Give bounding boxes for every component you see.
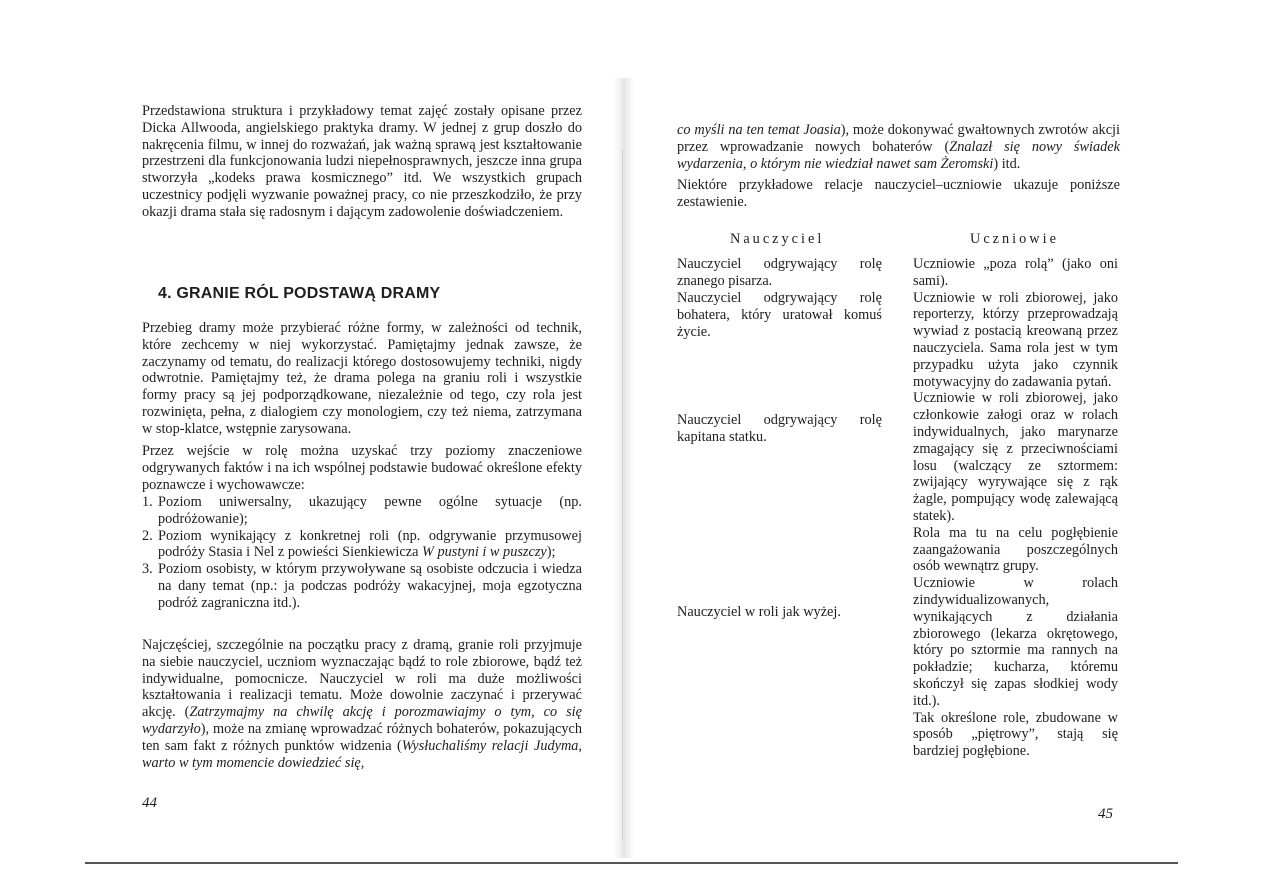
book-gutter <box>612 78 634 858</box>
list-item-text: Poziom wynikający z konkretnej roli (np. odgrywanie przymusowej podróży Stasia i Nel z powieści Sienkiewicza <box>158 527 582 561</box>
teacher-cell: Nauczyciel w roli jak wyżej. <box>677 604 841 620</box>
teacher-cell: Nauczyciel odgrywający rolę bohatera, który uratował komuś życie. <box>677 290 882 340</box>
students-cell: Uczniowie „poza rolą” (jako oni sami). <box>913 256 1118 289</box>
students-cell: Uczniowie w rolach zindywidualizowanych, wynikających z działania zbiorowego (lekarza okrętowego, który po sztormie ma rannych na pokładzie; kucharza, któremu skończył się zapas słodkiej wody itd.). <box>913 575 1118 709</box>
list-item-number: 3. <box>142 561 153 578</box>
paragraph-text: ), może na zmianę wprowadzać różnych bohaterów, pokazujących ten sam fakt z różnych punktów widzenia ( <box>142 720 582 754</box>
paragraph-text: ) itd. <box>993 155 1021 172</box>
page-number-right: 45 <box>1098 806 1113 822</box>
list-item-number: 2. <box>142 527 153 544</box>
teacher-cell: Nauczyciel odgrywający rolę kapitana statku. <box>677 412 882 445</box>
meaning-levels-list <box>142 494 582 612</box>
table-intro: Niektóre przykładowe relacje nauczyciel–uczniowie ukazuje poniższe zestawienie. <box>677 177 1120 210</box>
page-number-left: 44 <box>142 795 157 811</box>
intro-paragraph: Przedstawiona struktura i przykładowy temat zajęć zostały opisane przez Dicka Allwooda, angielskiego praktyka dramy. W jednej z grup doszło do nakręcenia filmu, w innej do rozważań, jak ważną sprawą jest kształtowanie przestrzeni dla funkcjonowania ludzi niepełnosprawnych, jeszcze inna grupa stworzyła „kodeks prawa kosmicznego” itd. We wszystkich grupach uczestnicy podjęli wyzwanie poważnej pracy, co nie przeszkodziło, że przy okazji drama stała się radosnym i dającym zadowolenie doświadczeniem. <box>142 103 582 220</box>
example-quote: Znalazł się nowy świadek wydarzenia, o którym nie wiedział nawet sam Żeromski <box>677 138 1120 172</box>
list-item-text-end: ); <box>546 544 556 561</box>
example-quote: co myśli na ten temat Joasia <box>677 122 841 138</box>
paragraph-text: Najczęściej, szczególnie na początku pracy z dramą, granie roli przyjmuje na siebie nauczyciel, uczniom wyznaczając bądź to role zbiorowe, bądź też indywidualne, pomocnicze. Nauczyciel w roli ma duże możliwości kształtowania i realizacji tematu. Może dowolnie zaczynać i przerywać akcję. ( <box>142 637 582 721</box>
roleplay-paragraph-3 <box>142 637 582 771</box>
section-heading: 4. GRANIE RÓL PODSTAWĄ DRAMY <box>158 285 441 302</box>
example-quote: Zatrzymajmy na chwilę akcję i porozmawiajmy o tym, co się wydarzyło <box>142 704 582 737</box>
roleplay-paragraph-1: Przebieg dramy może przybierać różne formy, w zależności od technik, które zechcemy w niej wykorzystać. Pamiętajmy jednak zawsze, że zaczynamy od tematu, do realizacji którego dostosowujemy techniki, nigdy odwrotnie. Pamiętajmy też, że drama polega na graniu roli i wszystkie formy pracy są jej podporządkowane, niezależnie od tego, czy rola jest rozwinięta, pełna, z dialogiem czy monologiem, czy też niema, zatrzymana w stop-klatce, wstępnie zarysowana. <box>142 320 582 437</box>
gutter-crease <box>622 150 623 840</box>
list-item <box>142 561 582 611</box>
list-item <box>142 494 582 528</box>
column-header-teacher: Nauczyciel <box>730 231 825 247</box>
students-column <box>913 256 1118 760</box>
continuation-paragraph <box>677 122 1120 172</box>
students-cell: Uczniowie w roli zbiorowej, jako członkowie załogi oraz w rolach indywidualnych, jako marynarze zmagający się z przeciwnościami losu (walczący ze sztormem: zwijający wyrywające się z rąk żagle, pompujący wodę zalewającą statek). <box>913 390 1118 524</box>
roleplay-paragraph-2: Przez wejście w rolę można uzyskać trzy poziomy znaczeniowe odgrywanych faktów i na ich wspólnej podstawie budować określone efekty poznawcze i wychowawcze: <box>142 443 582 493</box>
teacher-cell: Nauczyciel odgrywający rolę znanego pisarza. <box>677 256 882 289</box>
paragraph-text: ), może dokonywać gwałtownych zwrotów akcji przez wprowadzanie nowych bohaterów ( <box>677 122 1120 155</box>
book-title: W pustyni i w puszczy <box>422 544 547 561</box>
students-cell: Tak określone role, zbudowane w sposób „piętrowy”, stają się bardziej pogłębione. <box>913 709 1118 760</box>
example-quote: Wysłuchaliśmy relacji Judyma, warto w tym momencie dowiedzieć się, <box>142 737 583 771</box>
list-item <box>142 528 582 562</box>
column-header-students: Uczniowie <box>970 231 1059 247</box>
students-cell: Rola ma tu na celu pogłębienie zaangażowania poszczególnych osób wewnątrz grupy. <box>913 524 1118 575</box>
list-item-text: Poziom osobisty, w którym przywoływane są osobiste odczucia i wiedza na dany temat (np.: ja podczas podróży wakacyjnej, moja egzotyczna podróż zagraniczna itd.). <box>158 561 582 611</box>
scan-bottom-edge <box>85 862 1178 864</box>
list-item-text: Poziom uniwersalny, ukazujący pewne ogólne sytuacje (np. podróżowanie); <box>158 494 582 527</box>
students-cell: Uczniowie w roli zbiorowej, jako reporterzy, którzy przeprowadzają wywiad z postacią kreowaną przez nauczyciela. Sama rola jest w tym przypadku użyta jako czynnik motywacyjny do zadawania pytań. <box>913 289 1118 390</box>
list-item-number: 1. <box>142 494 153 510</box>
